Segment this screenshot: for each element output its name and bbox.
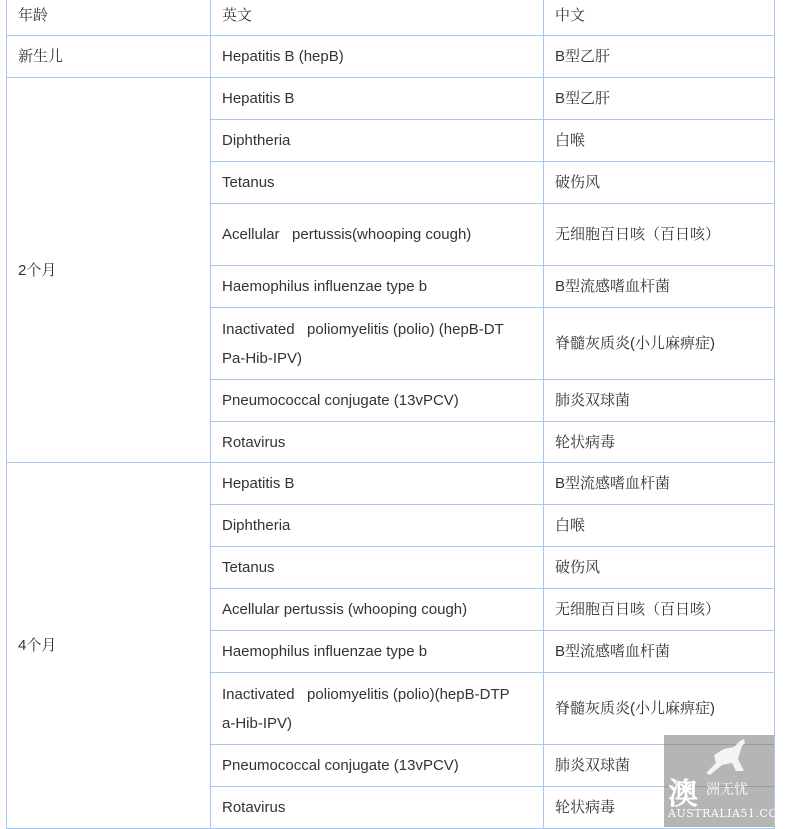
english-cell: Acellular pertussis (whooping cough) — [211, 589, 544, 631]
watermark-logo-text: 洲无忧 — [706, 782, 748, 798]
chinese-cell: 破伤风 — [544, 547, 775, 589]
chinese-cell: 肺炎双球菌 — [544, 380, 775, 422]
chinese-cell: 破伤风 — [544, 162, 775, 204]
english-cell: Rotavirus — [211, 422, 544, 463]
english-line-2: Pa-Hib-IPV) — [222, 349, 303, 367]
chinese-cell: 无细胞百日咳（百日咳） — [544, 589, 775, 631]
chinese-cell: B型乙肝 — [544, 36, 775, 78]
english-line-1: Inactivated poliomyelitis (polio) (hepB-DT — [222, 320, 504, 338]
chinese-cell: 轮状病毒 — [544, 787, 775, 829]
watermark-site: AUSTRALIA51.COM — [668, 807, 790, 820]
chinese-cell: B型乙肝 — [544, 78, 775, 120]
english-cell: Hepatitis B — [211, 463, 544, 505]
chinese-cell: B型流感嗜血杆菌 — [544, 631, 775, 673]
english-cell — [211, 673, 544, 745]
chinese-cell: 脊髓灰质炎(小儿麻痹症) — [544, 673, 775, 745]
chinese-cell: 无细胞百日咳（百日咳） — [544, 204, 775, 266]
age-cell: 新生儿 — [7, 36, 211, 78]
table-row — [7, 78, 775, 120]
vaccine-schedule-table — [6, 0, 775, 829]
table-header-row — [7, 0, 775, 36]
table-row — [7, 36, 775, 78]
english-cell: Haemophilus influenzae type b — [211, 631, 544, 673]
kangaroo-icon — [700, 737, 750, 777]
english-cell: Hepatitis B — [211, 78, 544, 120]
english-cell: Tetanus — [211, 547, 544, 589]
site-watermark — [664, 735, 790, 827]
chinese-cell: B型流感嗜血杆菌 — [544, 266, 775, 308]
chinese-cell: B型流感嗜血杆菌 — [544, 463, 775, 505]
header-age: 年龄 — [7, 0, 211, 36]
english-cell: Pneumococcal conjugate (13vPCV) — [211, 745, 544, 787]
age-cell: 4个月 — [7, 463, 211, 829]
chinese-cell: 白喉 — [544, 505, 775, 547]
english-cell: Acellular pertussis(whooping cough) — [211, 204, 544, 266]
chinese-cell: 白喉 — [544, 120, 775, 162]
english-cell: Diphtheria — [211, 120, 544, 162]
header-chinese: 中文 — [544, 0, 775, 36]
english-line-2: a-Hib-IPV) — [222, 714, 293, 732]
header-english: 英文 — [211, 0, 544, 36]
english-cell: Haemophilus influenzae type b — [211, 266, 544, 308]
watermark-logo-char: 澳 — [668, 777, 698, 812]
english-cell: Pneumococcal conjugate (13vPCV) — [211, 380, 544, 422]
chinese-cell: 肺炎双球菌 — [544, 745, 775, 787]
english-cell: Tetanus — [211, 162, 544, 204]
english-cell: Hepatitis B (hepB) — [211, 36, 544, 78]
english-cell: Rotavirus — [211, 787, 544, 829]
chinese-cell: 轮状病毒 — [544, 422, 775, 463]
table-row — [7, 463, 775, 505]
english-line-1: Inactivated poliomyelitis (polio)(hepB-DTP — [222, 685, 510, 703]
english-cell — [211, 308, 544, 380]
chinese-cell: 脊髓灰质炎(小儿麻痹症) — [544, 308, 775, 380]
english-cell: Diphtheria — [211, 505, 544, 547]
age-cell: 2个月 — [7, 78, 211, 463]
